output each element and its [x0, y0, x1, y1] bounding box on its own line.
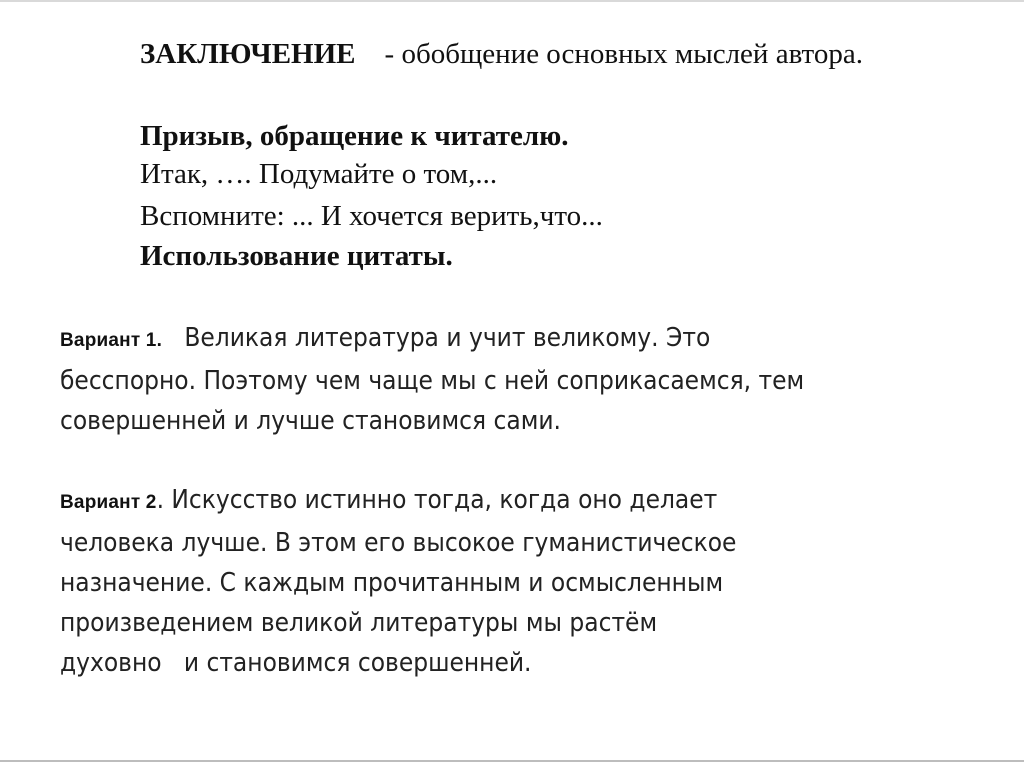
- variant-1-line-3: совершенней и лучше становимся сами.: [60, 406, 561, 436]
- quote-use-heading: Использование цитаты.: [140, 240, 453, 272]
- appeal-example-1: Итак, …. Подумайте о том,...: [140, 158, 498, 190]
- variant-1-paragraph: [60, 318, 988, 441]
- variant-1-word: литература: [294, 323, 439, 353]
- appeal-example-2: Вспомните: ... И хочется верить,что...: [140, 200, 603, 232]
- bottom-rule: [0, 760, 1024, 762]
- conclusion-definition: - обобщение основных мыслей автора.: [384, 38, 863, 70]
- variant-1-word: и: [446, 323, 462, 353]
- appeal-heading: Призыв, обращение к читателю.: [140, 120, 569, 152]
- variant-2-word: мы: [525, 608, 562, 638]
- variant-2-word: произведением великой: [60, 608, 363, 638]
- variant-2-word: растём: [569, 608, 658, 638]
- variant-1-line-2: бесспорно. Поэтому чем чаще мы с ней соприкасаемся, тем: [60, 366, 805, 396]
- conclusion-heading: ЗАКЛЮЧЕНИЕ: [140, 38, 356, 70]
- variant-2-line-4: [60, 603, 870, 643]
- variant-2-paragraph: [60, 480, 870, 683]
- conclusion-line: [140, 36, 863, 72]
- variant-2-line-1: [60, 480, 870, 523]
- variant-2-label: Вариант 2: [60, 492, 157, 513]
- variant-2-word: литературы: [370, 608, 519, 638]
- variant-2-line-3: назначение. С каждым прочитанным и осмысленным: [60, 568, 724, 598]
- variant-2-line-2: человека лучше. В этом его высокое гуманистическое: [60, 528, 737, 558]
- variant-2-line-1-text: . Искусство истинно тогда, когда оно делает: [156, 485, 718, 515]
- variant-1-line-1: [60, 318, 988, 361]
- top-rule: [0, 0, 1024, 2]
- variant-1-label: Вариант 1.: [60, 330, 163, 351]
- variant-1-word: учит великому. Это: [468, 323, 711, 353]
- variant-1-word: Великая: [184, 323, 288, 353]
- variant-2-line-5: духовно и становимся совершенней.: [60, 648, 532, 678]
